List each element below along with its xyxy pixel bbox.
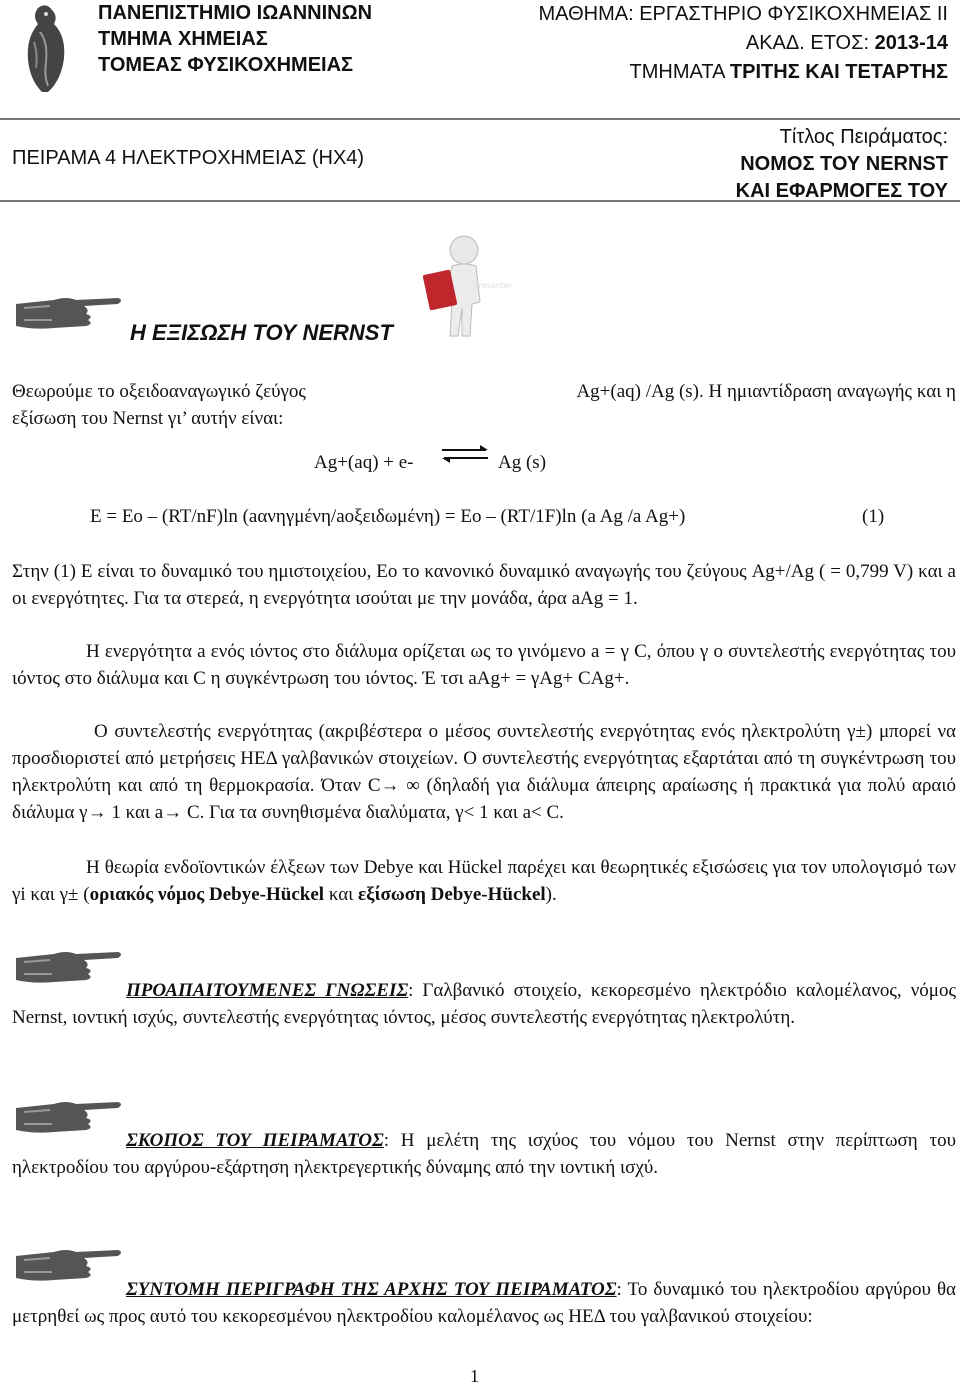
prerequisites-text: : Γαλβανικό στοιχείο, κεκορεσμένο ηλεκτρόδιο καλομέλανος, νόμος Nernst, ιοντική ισχύς, συντελεστής ενεργότητας ιόντος, μέσος συντελεστής ενεργότητας ηλεκτρολύτη.: [12, 980, 957, 1028]
svg-text:Presenter: Presenter: [474, 281, 513, 290]
academic-year: [539, 29, 949, 58]
intro-text-c: εξίσωση του Nernst γι’ αυτήν είναι:: [12, 408, 284, 429]
summary-paragraph: [12, 1276, 956, 1330]
nernst-heading: Η ΕΞΙΣΩΣΗ ΤΟΥ NERNST: [130, 320, 393, 345]
person-reading-book-icon: [418, 232, 513, 342]
p4-bold-limiting-law: οριακός νόμος Debye-Hückel: [89, 884, 325, 905]
prerequisites-heading: ΠΡΟΑΠΑΙΤΟΥΜΕΝΕΣ ΓΝΩΣΕΙΣ: [126, 980, 409, 1001]
purpose-heading: ΣΚΟΠΟΣ ΤΟΥ ΠΕΙΡΑΜΑΤΟΣ: [126, 1130, 384, 1151]
experiment-title-line2: ΚΑΙ ΕΦΑΡΜΟΓΕΣ ΤΟΥ: [735, 180, 948, 202]
department-name: ΤΜΗΜΑ ΧΗΜΕΙΑΣ: [98, 28, 268, 50]
university-name: ΠΑΝΕΠΙΣΤΗΜΙΟ ΙΩΑΝΝΙΝΩΝ: [98, 2, 373, 24]
experiment-title-line1: ΝΟΜΟΣ ΤΟΥ NERNST: [740, 153, 948, 175]
experiment-title-label: Τίτλος Πειράματος:: [779, 126, 948, 148]
nernst-paragraph-3: Ο συντελεστής ενεργότητας (ακριβέστερα ο μέσος συντελεστής ενεργότητας ενός ηλεκτρολύτη γ±) μπορεί να προσδιοριστεί από μετρήσεις ΗΕΔ γαλβανικών στοιχείων. Ο συντελεστής ενεργότητας εξαρτάται από τη συγκέντρωση του ηλεκτρολύτη και από τη θερμοκρασία. Όταν C→ ∞ (δηλαδή για διάλυμα άπειρης αραίωσης ή πρακτικά για πολύ αραιό διάλυμα γ→ 1 και a→ C. Για τα συνηθισμένα διαλύματα, γ< 1 και a< C.: [12, 721, 956, 823]
equilibrium-arrows-icon: [440, 442, 490, 466]
nernst-equation: E = Eo – (RT/nF)ln (aανηγμένη/aοξειδωμένη) = Eo – (RT/1F)ln (a Ag /a Ag+): [90, 506, 686, 527]
header-rule-top: [0, 118, 960, 120]
p4-connector: και: [324, 884, 359, 905]
sections-label: ΤΜΗΜΑΤΑ: [629, 61, 730, 83]
nernst-intro: [12, 378, 956, 432]
nernst-paragraph-1: Στην (1) E είναι το δυναμικό του ημιστοιχείου, Eo το κανονικό δυναμικό αναγωγής του ζεύγους Ag+/Ag ( = 0,799 V) και a οι ενεργότητες. Για τα στερεά, η ενεργότητα ισούται με την μονάδα, άρα aAg = 1.: [12, 561, 956, 609]
experiment-title-block: [736, 124, 948, 205]
reaction-right: Ag (s): [498, 452, 547, 473]
p4-bold-equation: εξίσωση Debye-Hückel: [358, 884, 546, 905]
nernst-paragraph-4: [12, 854, 956, 908]
pointing-hand-icon: [14, 294, 124, 334]
p4-end: ).: [545, 884, 557, 905]
academic-year-value: 2013-14: [874, 32, 948, 54]
reaction-left: Ag+(aq) + e-: [314, 452, 414, 473]
p4-text: Η θεωρία ενδοϊοντικών έλξεων των Debye και Hückel παρέχει και θεωρητικές εξισώσεις για τον υπολογισμό των γi και γ± (: [12, 857, 956, 905]
summary-text: : Το δυναμικό του ηλεκτροδίου αργύρου θα μετρηθεί ως προς αυτό του κεκορεσμένου ηλεκτροδίου καλομέλανος ως ΗΕΔ του γαλβανικού στοιχείου:: [12, 1279, 957, 1327]
sector-name: ΤΟΜΕΑΣ ΦΥΣΙΚΟΧΗΜΕΙΑΣ: [98, 54, 354, 76]
course-name: ΜΑΘΗΜΑ: ΕΡΓΑΣΤΗΡΙΟ ΦΥΣΙΚΟΧΗΜΕΙΑΣ ΙΙ: [538, 3, 948, 25]
intro-text-a: Θεωρούμε το οξειδοαναγωγικό ζεύγος: [12, 381, 306, 402]
sections-value: ΤΡΙΤΗΣ ΚΑΙ ΤΕΤΑΡΤΗΣ: [729, 61, 948, 83]
academic-year-label: ΑΚΑΔ. ΕΤΟΣ:: [745, 32, 875, 54]
purpose-text: : Η μελέτη της ισχύος του νόμου του Nernst στην περίπτωση του ηλεκτροδίου του αργύρου-εξάρτηση ηλεκτρεγερτικής δύναμης από την ιοντική ισχύ.: [12, 1130, 956, 1178]
header-right: [539, 0, 949, 87]
sections: [539, 58, 949, 87]
experiment-code: ΠΕΙΡΑΜΑ 4 ΗΛΕΚΤΡΟΧΗΜΕΙΑΣ (ΗΧ4): [12, 147, 365, 169]
owl-logo-icon: [8, 2, 78, 94]
summary-heading: ΣΥΝΤΟΜΗ ΠΕΡΙΓΡΑΦΗ ΤΗΣ ΑΡΧΗΣ ΤΟΥ ΠΕΙΡΑΜΑΤΟΣ: [126, 1279, 617, 1300]
prerequisites-paragraph: [12, 977, 956, 1031]
equation-number: (1): [862, 506, 885, 527]
intro-line-1: [12, 378, 956, 405]
header-left: [98, 0, 372, 78]
intro-text-b: Ag+(aq) /Ag (s). Η ημιαντίδραση αναγωγής και η: [576, 381, 956, 402]
nernst-paragraph-2: Η ενεργότητα a ενός ιόντος στο διάλυμα ορίζεται ως το γινόμενο a = γ C, όπου γ ο συντελεστής ενεργότητας του ιόντος στο διάλυμα και C η συγκέντρωση του ιόντος. Έ τσι aAg+ = γAg+ CAg+.: [12, 641, 956, 689]
purpose-paragraph: [12, 1127, 956, 1181]
header-rule-bottom: [0, 200, 960, 202]
page-number: 1: [470, 1366, 479, 1386]
